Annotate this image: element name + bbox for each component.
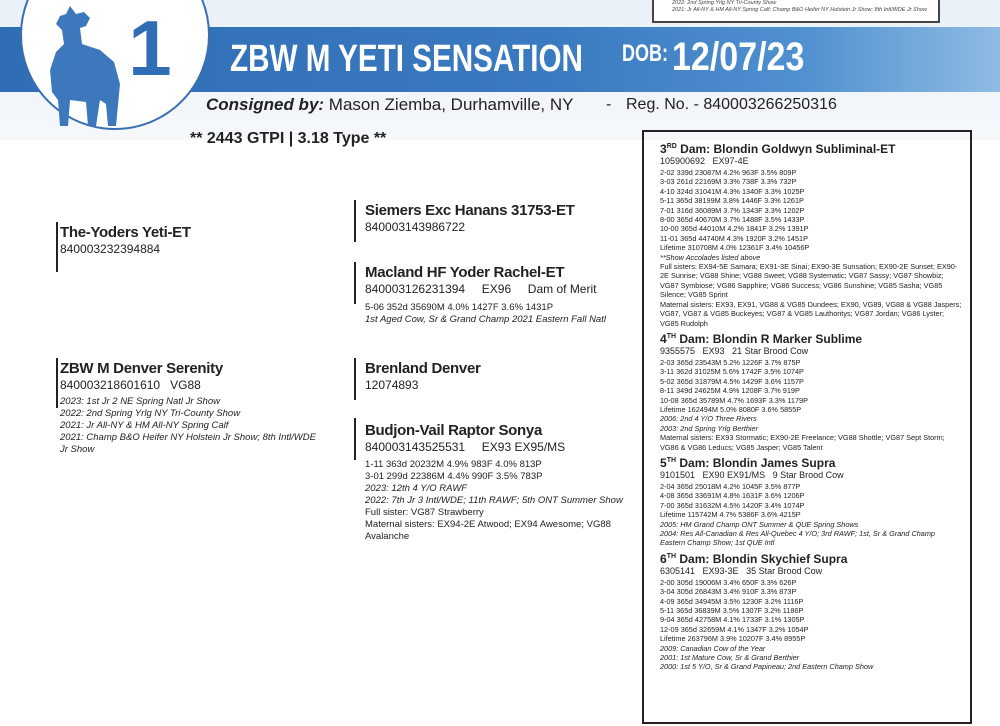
sisters-note: Maternal sisters: EX93, EX91, VG88 & VG85 Dundees; EX90, VG89, VG88 & VG88 Jaspers; VG87, VG87 & VG85 Buckeyes; VG87 & VG85 Lauthoritys; VG87 Jordan; VG86 Lyster; VG85 Rudolph [660, 299, 962, 328]
sire-dam-note: 1st Aged Cow, Sr & Grand Champ 2021 Eastern Fall Natl [365, 314, 606, 325]
show-note: 2004: Res All-Canadian & Res All-Quebec 4 Y/O; 3rd RAWF; 1st, Sr & Grand Champ [660, 529, 935, 538]
dam-note: 2021: Champ B&O Heifer NY Holstein Jr Show; 8th Intl/WDE [60, 432, 316, 443]
production-record: 4-08 365d 33691M 4.8% 1631F 3.6% 1206P [660, 491, 805, 501]
production-record: 2-03 365d 23543M 5.2% 1226F 3.7% 875P [660, 357, 801, 367]
dam-heading [660, 142, 964, 156]
dam-title: Dam: Blondin R Marker Sublime [679, 331, 863, 346]
show-note: 2000: 1st 5 Y/O, Sr & Grand Papineau; 2nd Eastern Champ Show [660, 662, 874, 672]
gtpi-summary: ** 2443 GTPI | 3.18 Type ** [190, 130, 387, 147]
dam-heading [660, 332, 964, 346]
pedigree-line [56, 222, 58, 272]
sire [60, 224, 191, 256]
production-record: 5-11 365d 38199M 3.8% 1446F 3.3% 1261P [660, 196, 804, 206]
show-note: Eastern Champ Show; 1st QUE Intl [660, 538, 775, 548]
dam-dam-reg: 840003143525531 EX93 EX95/MS [365, 440, 566, 454]
production-record: 12-09 365d 32659M 4.1% 1347F 3.2% 1054P [660, 624, 809, 634]
show-note: 2005: HM Grand Champ ONT Summer & QUE Spring Shows [660, 519, 859, 529]
sire-sire-reg: 840003143986722 [365, 220, 466, 234]
production-record: Lifetime 263796M 3.9% 10207F 3.4% 8955P [660, 634, 806, 644]
dob-value: 12/07/23 [672, 35, 805, 79]
pedigree-line [354, 358, 356, 400]
dam-dam-record: 3-01 299d 22386M 4.4% 990F 3.5% 783P [365, 471, 543, 482]
production-record: 4-09 365d 34945M 3.5% 1230F 3.2% 1116P [660, 596, 804, 606]
dam-dam-name: Budjon-Vail Raptor Sonya [365, 422, 542, 439]
dam-dam-record: 1-11 363d 20232M 4.9% 983F 4.0% 813P [365, 459, 542, 470]
production-record: Lifetime 310708M 4.0% 12361F 3.4% 10456P [660, 243, 810, 253]
sire-sire [365, 202, 575, 234]
dam-ordinal: 3 [660, 142, 667, 156]
lot-number: 1 [128, 4, 172, 92]
sire-dam-reg: 840003126231394 EX96 Dam of Merit [365, 282, 597, 296]
consigned-label: Consigned by: [206, 95, 325, 114]
dam-dam-extra: Avalanche [365, 531, 410, 542]
dam-ordinal-suffix: TH [666, 456, 677, 464]
dam-registration: 9101501 EX90 EX91/MS 9 Star Brood Cow [660, 469, 844, 480]
consignor-line [206, 95, 574, 115]
dam-ordinal-suffix: TH [666, 332, 677, 340]
sire-dam-name: Macland HF Yoder Rachel-ET [365, 264, 565, 281]
dam-heading [660, 552, 964, 566]
dam-reg: 840003218601610 VG88 [60, 378, 201, 392]
production-record: 3-04 305d 26843M 3.4% 910F 3.3% 873P [660, 587, 797, 597]
animal-name: ZBW M YETI SENSATION [230, 38, 583, 80]
dam-title: Dam: Blondin Skychief Supra [679, 551, 848, 566]
production-record: 5-11 365d 36839M 3.5% 1307F 3.2% 1186P [660, 606, 804, 616]
production-record: Lifetime 162494M 5.0% 8080F 3.6% 5855P [660, 404, 802, 414]
production-record: 7-00 365d 31632M 4.5% 1420F 3.4% 1074P [660, 500, 805, 510]
dam-ordinal-suffix: TH [666, 552, 677, 560]
dam-ordinal: 6 [660, 551, 667, 566]
production-record: 9-04 365d 42758M 4.1% 1733F 3.1% 1305P [660, 615, 805, 625]
dam-note: 2021: Jr All-NY & HM All-NY Spring Calf [60, 420, 229, 431]
dam-sire-name: Brenland Denver [365, 360, 481, 377]
pedigree-line [354, 418, 356, 460]
dam-block [660, 552, 964, 672]
sire-sire-name: Siemers Exc Hanans 31753-ET [365, 202, 575, 219]
dam-dam-note: 2022: 7th Jr 3 Intl/WDE; 11th RAWF; 5th ONT Summer Show [365, 495, 623, 506]
production-record: 11-01 365d 44740M 4.3% 1920F 3.2% 1451P [660, 233, 808, 243]
production-record: 8-00 365d 40670M 3.7% 1488F 3.5% 1433P [660, 215, 805, 225]
production-record: 4-10 324d 31041M 4.3% 1340F 3.3% 1025P [660, 186, 805, 196]
previous-page-box [652, 0, 940, 23]
dam-ordinal: 4 [660, 331, 667, 346]
production-record: 10-08 365d 35789M 4.7% 1693F 3.3% 1179P [660, 395, 808, 405]
sisters-note: Maternal sisters: EX93 Stormatic; EX90-2E Freelance; VG88 Shottle; VG87 Sept Storm; VG86 & VG86 Leducs; VG85 Jasper; VG85 Talent [660, 433, 945, 452]
dam-lineage-list [660, 138, 964, 672]
sire-dam [365, 264, 606, 326]
show-note: **Show Accolades listed above [660, 252, 761, 262]
dam-lineage-box [642, 130, 972, 724]
production-record: 2-04 365d 25018M 4.2% 1045F 3.5% 877P [660, 481, 801, 491]
show-note: 2006: 2nd 4 Y/O Three Rivers [660, 414, 757, 424]
dam-heading [660, 456, 964, 470]
dam-dam-extra: Maternal sisters: EX94-2E Atwood; EX94 Awesome; VG88 [365, 519, 611, 530]
production-record: 7-01 316d 36089M 3.7% 1343F 3.3% 1202P [660, 205, 805, 215]
dam-ordinal: 5 [660, 455, 667, 470]
show-note: 2009: Canadian Cow of the Year [660, 643, 766, 653]
dam-block [660, 142, 964, 328]
show-note: 2001: 1st Mature Cow, Sr & Grand Berthier [660, 653, 800, 663]
consignor-name: Mason Ziemba, Durhamville, NY [328, 95, 574, 114]
top-box-line: 2021: Jr All-NY & HM All-NY Spring Calf; Champ B&O Heifer NY Holstein Jr Show; 8th Intl/WDE Jr Show [672, 7, 927, 13]
production-record: 3-03 261d 22169M 3.3% 738F 3.3% 732P [660, 177, 797, 187]
dam-note: 2022: 2nd Spring Yrlg NY Tri-County Show [60, 408, 241, 419]
dam-block [660, 332, 964, 452]
sire-name: The-Yoders Yeti-ET [60, 224, 191, 241]
dam-note: Jr Show [60, 444, 95, 455]
dam-dam-note: 2023: 12th 4 Y/O RAWF [365, 483, 468, 494]
dam-sire [365, 360, 481, 392]
production-record: 8-11 349d 24625M 4.9% 1208F 3.7% 919P [660, 386, 800, 396]
pedigree-line [354, 200, 356, 242]
top-box-line: 2022: 2nd Spring Yrlg NY Tri-County Show [672, 0, 777, 6]
production-record: 2-02 339d 23087M 4.2% 963F 3.5% 809P [660, 168, 797, 177]
pedigree-line [56, 358, 58, 408]
dam-registration: 6305141 EX93-3E 35 Star Brood Cow [660, 565, 823, 576]
dam-registration: 105900692 EX97-4E [660, 156, 749, 166]
dam-registration: 9355575 EX93 21 Star Brood Cow [660, 345, 809, 356]
production-record: 5-02 365d 31879M 4.5% 1429F 3.6% 1157P [660, 376, 804, 386]
dam-title: Dam: Blondin James Supra [679, 455, 836, 470]
dam-dam-extra: Full sister: VG87 Strawberry [365, 507, 484, 518]
production-record: Lifetime 115742M 4.7% 5386F 3.6% 4215P [660, 510, 801, 520]
separator-dash: - [606, 96, 612, 113]
pedigree-line [354, 262, 356, 304]
dam-name: ZBW M Denver Serenity [60, 360, 223, 377]
production-record: 3-11 362d 31025M 5.6% 1742F 3.5% 1074P [660, 367, 804, 377]
sire-reg: 840003232394884 [60, 242, 161, 256]
dam-block [660, 456, 964, 548]
sisters-note: Full sisters: EX94-5E Samara; EX91-3E Sinai; EX90-3E Sunsation; EX90-2E Sunset; EX90-2E Sunrise; VG88 Shine; VG88 Sweet; VG88 Systematic; VG87 Sassy; VG87 Showbiz; VG87 Symbiose; VG86 Sapphire; VG86 Success; VG86 Sunshine; VG85 Sasha; VG85 Silence; VG85 Sprint [660, 262, 958, 300]
sire-dam-record: 5-06 352d 35690M 4.0% 1427F 3.6% 1431P [365, 302, 554, 313]
dam-ordinal-suffix: RD [666, 143, 677, 150]
production-record: 2-00 305d 19006M 3.4% 650F 3.3% 626P [660, 577, 797, 587]
show-note: 2003: 2nd Spring Yrlg Berthier [660, 423, 759, 433]
production-record: 10-00 365d 44010M 4.2% 1841F 3.2% 1391P [660, 224, 809, 234]
dam [60, 360, 316, 456]
dob-label: DOB: [622, 40, 668, 67]
dam-sire-reg: 12074893 [365, 378, 419, 392]
registration-number: Reg. No. - 840003266250316 [626, 96, 837, 113]
dam-title: Dam: Blondin Goldwyn Subliminal-ET [680, 142, 896, 156]
dam-note: 2023: 1st Jr 2 NE Spring Natl Jr Show [60, 396, 220, 407]
dam-dam [365, 422, 623, 543]
